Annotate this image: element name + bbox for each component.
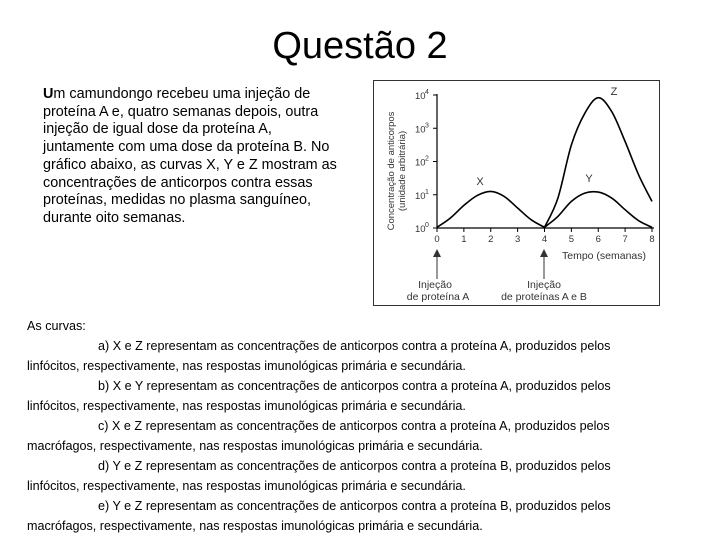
option-b-line2: linfócitos, respectivamente, nas respostas imunológicas primária e secundária. xyxy=(27,399,466,413)
question-text xyxy=(43,86,343,228)
y-tick-exponent: 1 xyxy=(425,188,429,196)
y-tick-label: 10 xyxy=(415,124,426,136)
x-tick-label: 8 xyxy=(649,234,655,245)
injection-a-arrowhead xyxy=(433,249,441,257)
answer-options xyxy=(27,316,692,536)
injection-a-label-line2: de proteína A xyxy=(406,291,470,303)
curve-x xyxy=(437,191,545,227)
y-axis-title xyxy=(386,111,408,230)
curves xyxy=(437,98,652,228)
option-a-line2: linfócitos, respectivamente, nas respostas imunológicas primária e secundária. xyxy=(27,359,466,373)
y-axis-title-line2: (unidade arbitrária) xyxy=(397,130,408,212)
y-tick-label: 10 xyxy=(415,91,426,102)
option-d-line1: d) Y e Z representam as concentrações de anticorpos contra a proteína B, produzidos pelos xyxy=(98,459,611,473)
x-tick-label: 3 xyxy=(514,234,521,245)
injection-b-arrowhead xyxy=(540,249,548,257)
x-tick-label: 0 xyxy=(434,234,440,245)
question-first-letter: U xyxy=(43,86,54,102)
x-tick-label: 5 xyxy=(568,234,575,245)
antibody-chart xyxy=(374,81,659,305)
y-tick-label: 10 xyxy=(415,157,426,169)
answers-header: As curvas: xyxy=(27,319,86,333)
option-e-line2: macrófagos, respectivamente, nas respostas imunológicas primária e secundária. xyxy=(27,519,483,533)
y-tick-label: 10 xyxy=(415,224,426,235)
question-body: m camundongo recebeu uma injeção de proteína A e, quatro semanas depois, outra injeção de igual dose da proteína A, juntamente com uma dose da proteína B. No gráfico abaixo, as curvas X, Y e Z mostram as concentrações de anticorpos contra essas proteínas, medidas no plasma sanguíneo, durante oito semanas. xyxy=(43,86,337,226)
y-tick-exponent: 4 xyxy=(425,89,429,96)
x-tick-label: 4 xyxy=(541,234,548,245)
curve-y xyxy=(545,192,653,228)
option-b-line1: b) X e Y representam as concentrações de anticorpos contra a proteína A, produzidos pelos xyxy=(98,379,611,393)
injection-a-label-line1: Injeção xyxy=(418,279,452,291)
antibody-graph xyxy=(373,80,660,306)
x-tick-label: 6 xyxy=(595,234,601,245)
option-c-line1: c) X e Z representam as concentrações de anticorpos contra a proteína A, produzidos pelos xyxy=(98,419,610,433)
option-c-line2: macrófagos, respectivamente, nas respostas imunológicas primária e secundária. xyxy=(27,439,483,453)
x-tick-label: 7 xyxy=(622,234,628,245)
x-tick-label: 2 xyxy=(488,234,494,245)
y-tick-exponent: 3 xyxy=(425,122,429,130)
y-tick-exponent: 0 xyxy=(425,222,429,229)
x-axis-title: Tempo (semanas) xyxy=(561,250,647,262)
x-tick-label: 1 xyxy=(461,234,467,245)
x-ticks xyxy=(434,228,654,245)
y-axis-title-line1: Concentração de anticorpos xyxy=(386,111,397,231)
option-d-line2: linfócitos, respectivamente, nas respostas imunológicas primária e secundária. xyxy=(27,479,466,493)
option-a-line1: a) X e Z representam as concentrações de anticorpos contra a proteína A, produzidos pelos xyxy=(98,339,611,353)
y-tick-exponent: 2 xyxy=(425,155,429,163)
curve-label-z: Z xyxy=(610,86,618,98)
curve-label-y: Y xyxy=(585,173,593,185)
slide-title: Questão 2 xyxy=(272,25,448,67)
y-ticks xyxy=(415,89,437,235)
y-tick-label: 10 xyxy=(415,190,426,202)
injection-b-label-line1: Injeção xyxy=(527,279,561,291)
injection-b-label-line2: de proteínas A e B xyxy=(501,291,587,303)
curve-z xyxy=(545,98,653,228)
option-e-line1: e) Y e Z representam as concentrações de anticorpos contra a proteína B, produzidos pelos xyxy=(98,499,611,513)
curve-label-x: X xyxy=(476,176,484,188)
